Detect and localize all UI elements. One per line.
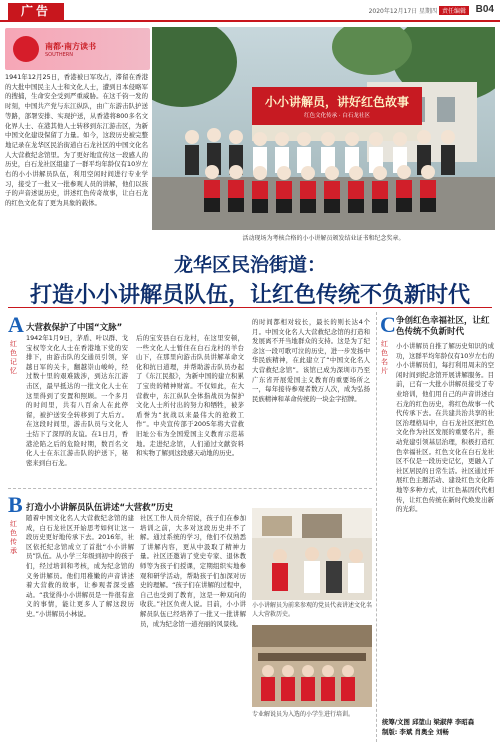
banner-subtitle: 红色文化传承 · 白石龙社区 (304, 113, 370, 119)
credits (382, 718, 494, 737)
photo-caption-training: 专业解说员为入选的小学生进行培训。 (252, 711, 355, 718)
page-number: B04 (475, 4, 494, 15)
section-c-letter: C (380, 312, 396, 337)
banner-title: 小小讲解员，讲好红色故事 (264, 95, 409, 109)
section-b-column-2: 社区工作人员介绍说，孩子们在参加培训之前，大多对这段历史并不了解。通过系统的学习，他们不仅熟悉了讲解内容，更从中汲取了精神力量。社区还邀请了党史专家、退休教师等为孩子们授课，定期组织实地参观和研学活动，帮助孩子们加深对历史的理解。“孩子们在讲解的过程中，自己也受到了教育，这是一种双向的收获。”社区负责人说。目前，小小讲解员队伍已经培养了一批又一批讲解员，成为纪念馆一道亮丽的风景线。 (140, 514, 246, 628)
photo-caption-guide: 小小讲解员为前来参观的党员代表讲述文化名人大营救历史。 (252, 602, 373, 618)
section-b-title: 打造小小讲解员队伍讲述“大营救”历史 (26, 503, 174, 513)
credits-layout: 制版: 李斌 肖奥全 刘畅 (382, 727, 449, 736)
training-photo-illustration (252, 625, 372, 707)
credits-authors: 统筹/文图 邱堃山 梁淑萍 李昭森 (382, 718, 475, 726)
section-divider (8, 488, 372, 489)
logo-emblem-icon (13, 36, 39, 62)
section-a-title: 大营救保护了中国“文脉” (26, 323, 123, 333)
photo-training (252, 625, 372, 707)
section-b-letter: B (8, 492, 23, 517)
exhibition-photo-illustration (252, 508, 372, 600)
issue-date: 2020年12月17日 星期四 (368, 8, 438, 15)
photo-guide-explaining (252, 508, 372, 600)
headline-divider (8, 307, 492, 308)
intro-paragraph: 1941年12月25日，香港被日军攻占，滞留在香港的大批中国民主人士和文化人士，遭到日本侵略军的搜捕，生命安全受到严重威胁。在这千钧一发的时刻，中国共产党与东江纵队，由广东游击队护送等路，部署安排、实现护送，从香港将800多名文化界人士、在港其他人士转移到东江游击区，为新中国文化建设保留了力量。如今，这段历史被完整地记录在龙华区民治街道白石龙社区的中国文化名人大营救纪念馆里。为了更好地宣传这一段感人的历史，白石龙社区组建了一群平均年龄仅有10岁左右的小小讲解员队伍，利用空闲时间进行专业学习，接受了一批又一批参观人员的讲解，他们以孩子的声音述说历史，讲述红色传奇故事，让白石龙的红色文化有了更为具象的载体。 (5, 73, 148, 208)
headline-line-1: 龙华区民治街道： (173, 254, 326, 276)
logo-subtext: SOUTHERN (45, 52, 73, 58)
logo-text: 南都·南方读书 (45, 42, 97, 51)
section-a-letter: A (8, 312, 24, 337)
section-c-title: 争创红色幸福社区，让红色传统不负新时代 (396, 316, 490, 337)
page-header (0, 0, 500, 22)
section-b-column-1: 随着中国文化名人大营救纪念馆的建成，白石龙社区开始思考如何让这一段历史更好地传承下去。2016年，社区依托纪念馆成立了首批“小小讲解员”队伍。从小学三年级到初中的孩子们，经过培训和考核，成为纪念馆的义务讲解员。他们用稚嫩的声音讲述着大营救的故事，让参观者深受感动。“我觉得小小讲解员是一件很有意义的事情，能让更多人了解这段历史。”小讲解员小林说。 (26, 514, 134, 618)
page-badge: 责任编辑 (439, 6, 469, 15)
section-b-vertical-label: 红色传承 (10, 520, 17, 555)
section-c-column: 小小讲解员自推了解历史知识的成功，这群平均年龄仅有10岁左右的小小讲解员们，每打利用周末的空闲时间到纪念馆开展讲解服务。目前，已有一大批小讲解员接受了专业培训，他们用自己的声音讲述白石龙的红色历史，将红色故事一代代传承下去。在共建共治共享的社区治理格局中，白石龙社区把红色文化作为社区发展的重要名片，推动党建引领基层治理，积极打造红色幸福社区。红色文化在白石龙社区不仅是一段历史记忆，更融入了社区居民的日常生活。社区通过开展红色主题活动、建设红色文化阵地等多种方式，让红色基因代代相传，让红色传统在新时代焕发出新的光彩。 (396, 342, 494, 514)
section-c-vertical-label: 红色名片 (381, 340, 388, 375)
section-a-column-1: 1942年1月9日，茅盾、叶以群、戈宝权等文化人士在香港地下党的安排下，由游击队的交通员引领，穿越日军的关卡，翻越崇山峻岭，经过数十里的艰难跋涉，到达东江游击区，最早抵达的一批文化人士在这里得到了安置和照顾。一个多月的时间里，共有八百余人在此停留，被护送安全转移到了大后方。在这段时间里，游击队员与文化人士结下了深厚的友谊。在1日月，香港沦陷之后的危险时期，数百名文化人士在东江游击队的护送下，秘密来到白石龙。 (26, 334, 128, 467)
headline-line-2: 打造小小讲解员队伍，让红色传统不负新时代 (29, 282, 470, 308)
column-divider (376, 312, 377, 742)
group-photo-illustration (152, 27, 495, 230)
photo-caption: 活动现场为考核合格的小小讲解员颁发结业证书和纪念奖章。 (242, 235, 405, 242)
section-a-column-2: 后的宝安县白石龙村，在这里安顿，一些文化人士暂住在白石龙村的羊台山下，在那里向游击队员讲解革命文化和抗日道理，并帮助游击队员办起了《东江民报》，为新中国的建立积累了宝贵的精神财富。不仅如此，在大营救中，东江纵队全体指战员为保护文化人士所付出的努力和牺牲，被茅盾誉为“抗战以来最伟大的抢救工作”。中央宣传部于2005年将大营救旧址公布为全国爱国主义教育示范基地。走进纪念馆，人们通过文献资料和实物了解到这段感天动地的历史。 (136, 334, 244, 458)
dateline (369, 6, 472, 15)
section-a-vertical-label: 红色记忆 (10, 340, 17, 375)
section-a-column-3: 的时间都相对较长，最长的则长达4个月。中国文化名人大营救纪念馆的打造和发展离不开当地群众的支持。这是为了纪念这一段可歌可泣的历史，进一步发扬中华民族精神，在此建立了“中国文化名人大营救纪念馆”。该馆已成为深圳市乃至广东省开展爱国主义教育的重要场所之一，每年接待参观者数万人次，成为弘扬民族精神和革命传统的一块金字招牌。 (252, 318, 370, 403)
section-tag: 广告 (8, 3, 64, 20)
main-headline (0, 250, 500, 309)
event-photo (152, 27, 495, 230)
advertiser-logo (5, 28, 150, 70)
